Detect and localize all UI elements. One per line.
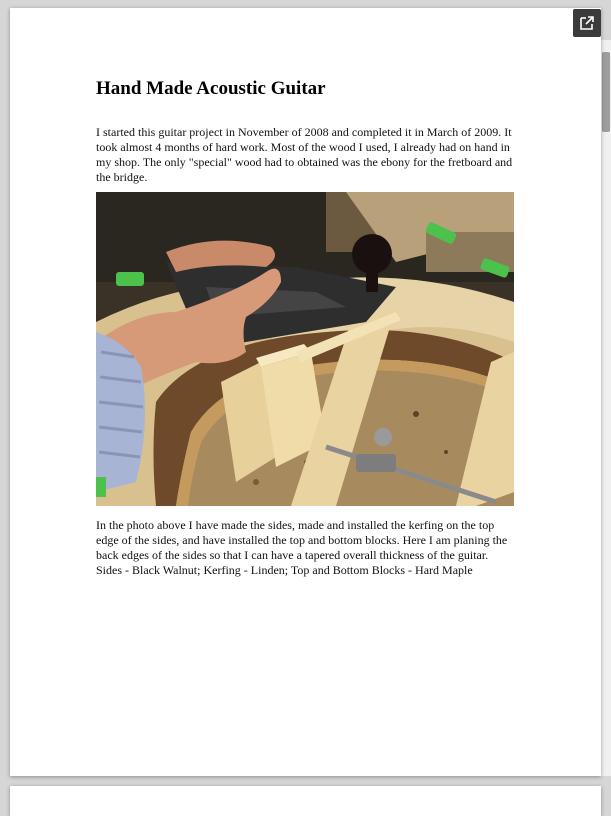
next-page [10,786,601,816]
intro-paragraph: I started this guitar project in November of 2008 and completed it in March of 2009. It took almost 4 months of hard work. Most of the wood I used, I already had on hand in my shop. The only "special" wood had to obtained was the ebony for the fretboard and the bridge. [96,125,513,184]
photo-caption: In the photo above I have made the sides, made and installed the kerfing on the top edge of the sides, and have installed the top and bottom blocks. Here I am planing the back edges of the sides so that I can have a tapered overall thickness of the guitar. Sides - Black Walnut; Kerfing - Linden; Top and Bottom Blocks - Hard Maple [96,518,508,577]
photo-illustration [96,192,514,506]
scrollbar-track[interactable] [601,40,611,776]
document-page [10,8,601,776]
page-title: Hand Made Acoustic Guitar [96,78,326,99]
popout-button[interactable] [573,9,601,37]
scrollbar-thumb[interactable] [602,52,610,132]
guitar-photo [96,192,514,506]
open-in-new-icon [579,15,595,31]
